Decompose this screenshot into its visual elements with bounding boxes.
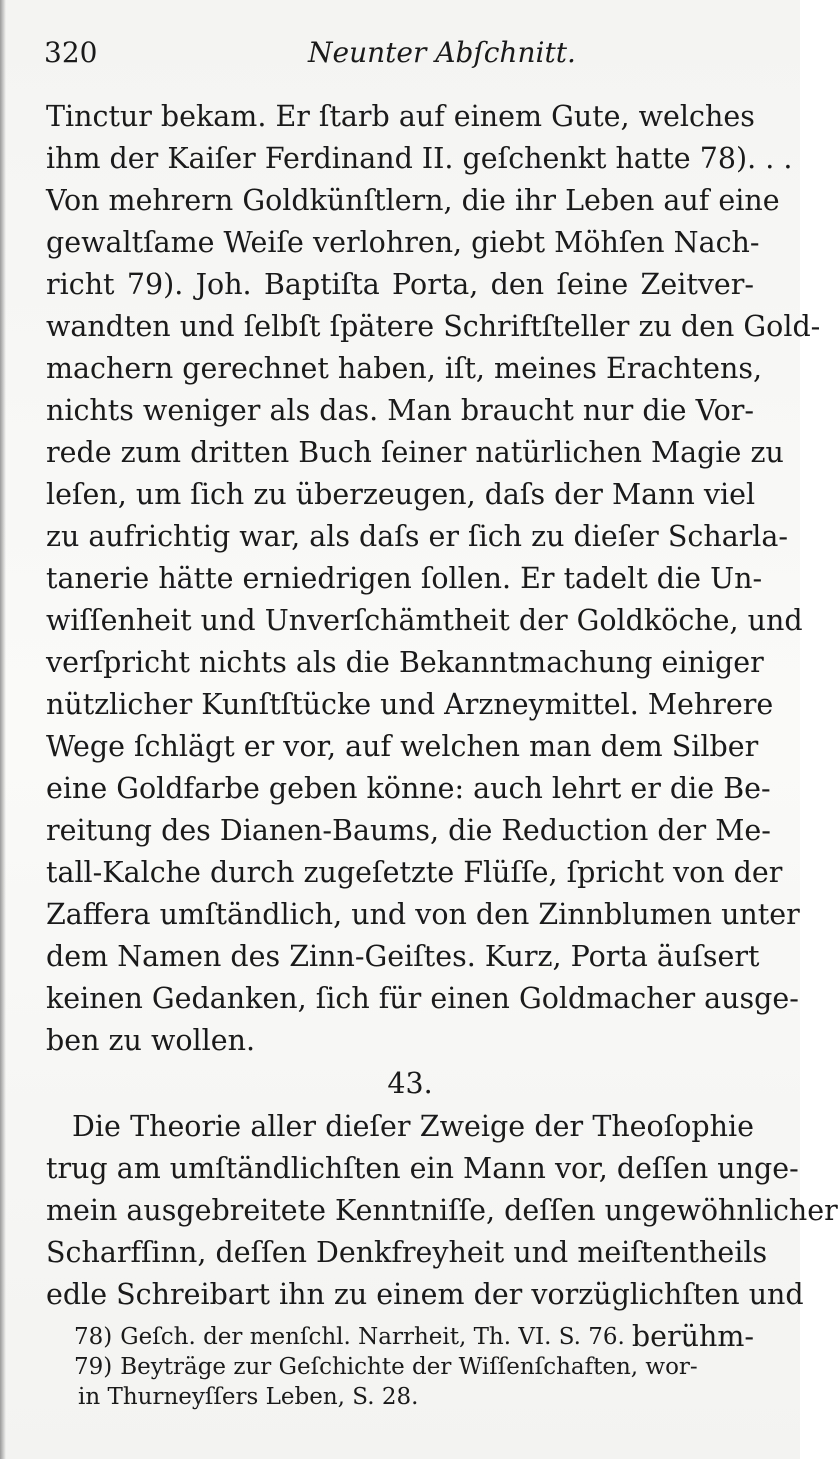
footnote-text: Beyträge zur Geſchichte der Wiſſenſchaften, wor- xyxy=(120,1354,698,1380)
text-line: eine Goldfarbe geben könne: auch lehrt er die Be- xyxy=(46,772,771,805)
text-line: Wege ſchlägt er vor, auf welchen man dem Silber xyxy=(46,730,759,763)
text-line: machern gerechnet haben, iſt, meines Erachtens, xyxy=(46,352,763,385)
text-line: gewaltſame Weiſe verlohren, giebt Möhſen Nach- xyxy=(46,226,760,259)
text-line: keinen Gedanken, ſich für einen Goldmacher ausge- xyxy=(46,982,799,1015)
text-line: Tinctur bekam. Er ſtarb auf einem Gute, welches xyxy=(46,100,755,133)
footnote-78 xyxy=(74,1322,760,1352)
footnote-mark: 78) xyxy=(74,1324,113,1350)
footnote-79-continuation: in Thurneyſſers Leben, S. 28. xyxy=(78,1384,419,1410)
text-line: mein ausgebreitete Kenntniſſe, deſſen ungewöhnlicher xyxy=(46,1194,838,1227)
text-line: edle Schreibart ihn zu einem der vorzüglichſten und xyxy=(46,1278,804,1311)
text-line: richt 79). Joh. Baptiſta Porta, den ſeine Zeitver- xyxy=(46,268,754,301)
text-line: zu aufrichtig war, als daſs er ſich zu dieſer Scharla- xyxy=(46,520,789,553)
text-line: reitung des Dianen-Baums, die Reduction der Me- xyxy=(46,814,771,847)
text-line: Zaffera umſtändlich, und von den Zinnblumen unter xyxy=(46,898,800,931)
page-edge-shadow xyxy=(0,0,6,1459)
text-line: trug am umſtändlichſten ein Mann vor, deſſen unge- xyxy=(46,1152,799,1185)
footnotes xyxy=(74,1322,760,1412)
text-line: tall-Kalche durch zugeſetzte Flüſſe, ſpricht von der xyxy=(46,856,783,889)
text-line: Scharfſinn, deſſen Denkfreyheit und meiſtentheils xyxy=(46,1236,768,1269)
text-line: nichts weniger als das. Man braucht nur die Vor- xyxy=(46,394,754,427)
page-header xyxy=(40,30,760,74)
running-title: Neunter Abſchnitt. xyxy=(308,36,576,69)
section-number: 43. xyxy=(387,1067,433,1100)
text-line: Die Theorie aller dieſer Zweige der Theoſophie xyxy=(72,1110,754,1143)
footnote-text: Geſch. der menſchl. Narrheit, Th. VI. S. 76. xyxy=(120,1324,625,1350)
text-line: ben zu wollen. xyxy=(46,1024,256,1057)
text-line: verſpricht nichts als die Bekanntmachung einiger xyxy=(46,646,764,679)
text-line: wandten und ſelbſt ſpätere Schriftſteller zu den Gold- xyxy=(46,310,821,343)
text-line: rede zum dritten Buch ſeiner natürlichen Magie zu xyxy=(46,436,784,469)
text-line: wiſſenheit und Unverſchämtheit der Goldköche, und xyxy=(46,604,803,637)
footnote-mark: 79) xyxy=(74,1354,113,1380)
page-number: 320 xyxy=(44,36,98,69)
catchword: berühm- xyxy=(631,1320,754,1353)
text-line: ihm der Kaiſer Ferdinand II. geſchenkt hatte 78). . . xyxy=(46,142,793,175)
text-line: Von mehrern Goldkünſtlern, die ihr Leben auf eine xyxy=(46,184,780,217)
text-line: dem Namen des Zinn-Geiſtes. Kurz, Porta äuſsert xyxy=(46,940,760,973)
body-text xyxy=(46,96,838,1358)
text-line: tanerie hätte erniedrigen ſollen. Er tadelt die Un- xyxy=(46,562,763,595)
text-line: leſen, um ſich zu überzeugen, daſs der Mann viel xyxy=(46,478,756,511)
text-line: nützlicher Kunſtſtücke und Arzneymittel. Mehrere xyxy=(46,688,774,721)
footnote-79 xyxy=(74,1352,760,1382)
